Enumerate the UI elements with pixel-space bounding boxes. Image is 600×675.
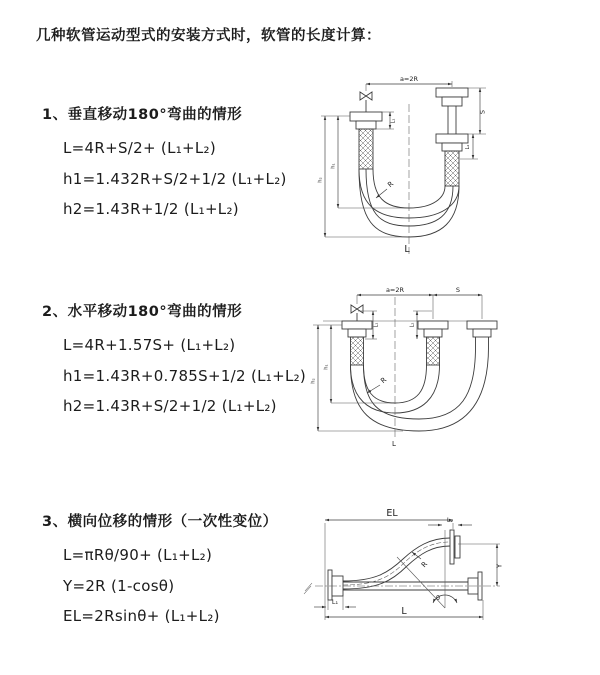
- formula-h1: h1=1.432R+S/2+1/2 (L₁+L₂): [63, 169, 287, 188]
- diagram-vertical-bend: [308, 68, 600, 260]
- dim-label-y: Y: [495, 563, 504, 569]
- angle-label: θ: [436, 594, 440, 602]
- formula-y: Y=2R (1-cosθ): [63, 576, 175, 595]
- dim-label-l2: L₂: [409, 322, 416, 328]
- dimension-l2-top: [428, 516, 472, 525]
- dimension-el: [325, 508, 453, 529]
- dimension-y: [496, 544, 504, 586]
- middle-pipe-assembly: [418, 321, 448, 365]
- section-3-heading: 3、横向位移的情形（一次性变位）: [42, 514, 278, 530]
- diagram-horizontal-bend: [303, 283, 600, 469]
- dim-label-l1: L₁: [373, 322, 380, 328]
- valve-icon: [351, 295, 363, 321]
- right-pipe-assembly: [436, 88, 468, 186]
- radius-label: R: [419, 560, 430, 570]
- dim-label-a2r: a=2R: [399, 75, 419, 83]
- dimension-s: [433, 286, 482, 319]
- diagram-lateral-displacement: [300, 502, 600, 674]
- valve-icon: [360, 84, 372, 112]
- formula-h2: h2=1.43R+S/2+1/2 (L₁+L₂): [63, 397, 277, 415]
- angle-construction: [397, 530, 457, 608]
- formula-h1: h1=1.43R+0.785S+1/2 (L₁+L₂): [63, 366, 307, 385]
- page-title: 几种软管运动型式的安装方式时，软管的长度计算：: [36, 28, 381, 44]
- bottom-pipe-original: [304, 570, 500, 600]
- formula-el: EL=2Rsinθ+ (L₁+L₂): [63, 607, 220, 625]
- dim-label-l1: L₁: [331, 598, 339, 606]
- radius-callout: [376, 180, 395, 198]
- section-1-heading: 1、垂直移动180°弯曲的情形: [42, 107, 243, 123]
- top-right-flange: [450, 530, 500, 564]
- section-vertical-bend: [42, 103, 287, 225]
- dim-label-el: EL: [386, 508, 398, 519]
- length-label: L: [392, 440, 396, 448]
- section-horizontal-bend: [42, 300, 306, 422]
- dim-label-h1: h₁: [323, 364, 330, 370]
- formula-l: L=4R+1.57S+ (L₁+L₂): [63, 336, 236, 354]
- dim-label-l2: L₂: [465, 144, 471, 150]
- dim-label-h1: h₁: [330, 163, 337, 169]
- formula-l: L=πRθ/90+ (L₁+L₂): [63, 546, 213, 564]
- left-pipe-assembly: [342, 321, 372, 365]
- dim-label-s: S: [478, 109, 487, 115]
- right-pipe-assembly: [467, 321, 497, 347]
- dim-label-h2: h₂: [317, 177, 324, 183]
- break-mark: [304, 583, 312, 594]
- section-lateral-displacement: [42, 510, 278, 632]
- radius-label: R: [386, 179, 396, 190]
- formula-l: L=4R+S/2+ (L₁+L₂): [63, 139, 217, 157]
- dimension-l1-bottom: [314, 596, 356, 610]
- dim-label-l1: L₁: [390, 118, 397, 124]
- dim-label-l2: L₂: [446, 516, 454, 524]
- dim-label-l: L: [401, 606, 407, 617]
- hose-s-curve: [343, 538, 450, 589]
- left-pipe-assembly: [350, 112, 382, 169]
- dimension-a2r: [366, 75, 452, 87]
- dimension-a2r: [357, 286, 433, 295]
- dim-label-a2r: a=2R: [385, 286, 405, 294]
- radius-label: R: [379, 375, 389, 386]
- length-label: L: [404, 244, 410, 255]
- radius-callout: [367, 376, 388, 393]
- dim-label-s: S: [455, 286, 461, 294]
- dim-label-h2: h₂: [310, 378, 317, 384]
- formula-h2: h2=1.43R+1/2 (L₁+L₂): [63, 200, 239, 218]
- dimension-s-right: [468, 88, 487, 134]
- hose-u-curves: [351, 297, 489, 439]
- section-2-heading: 2、水平移动180°弯曲的情形: [42, 304, 243, 320]
